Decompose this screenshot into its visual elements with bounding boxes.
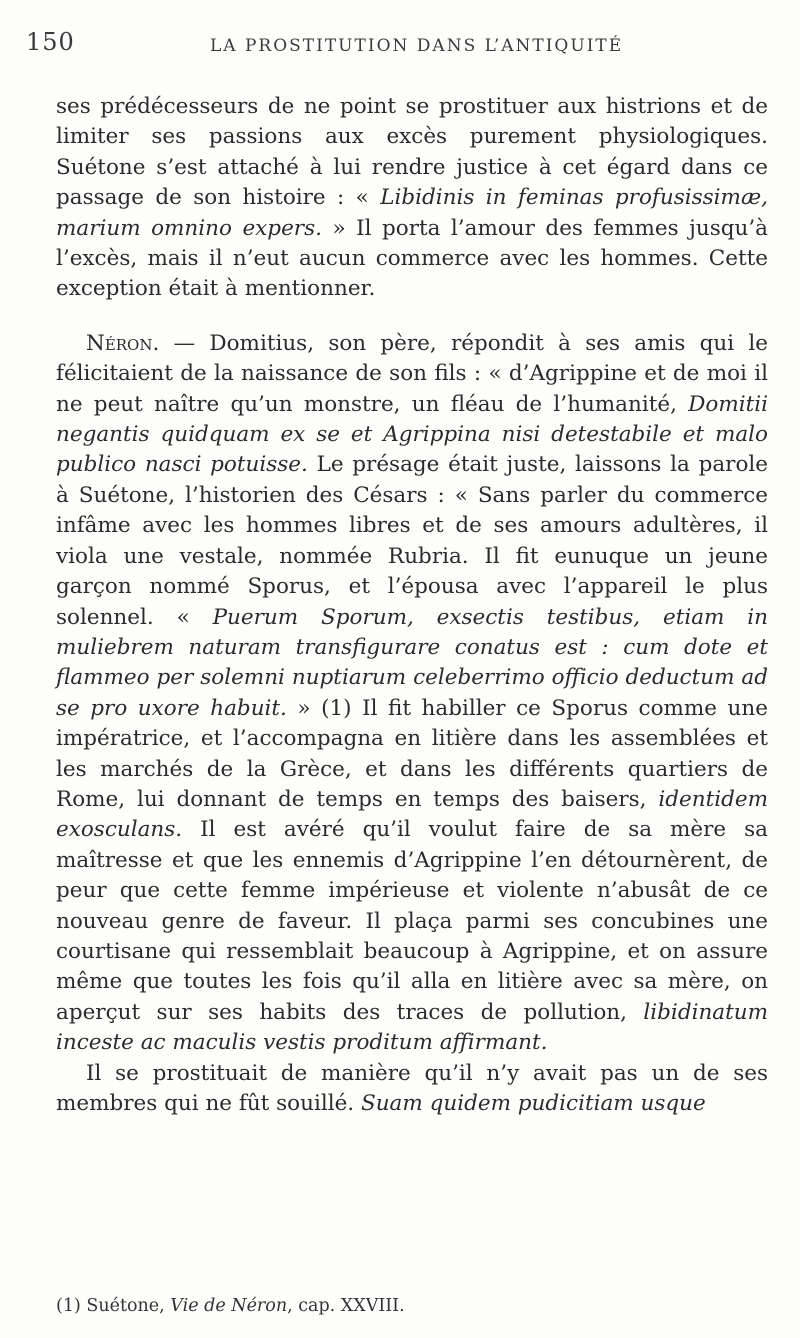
footnote-prefix: (1) Suétone, (56, 1296, 171, 1316)
section-lead: Néron. (86, 330, 160, 356)
paragraph-1 (56, 92, 768, 305)
text-run: Il se prostituait de manière qu’il n’y avait pas un de ses membres qui ne fût souillé. (56, 1060, 768, 1116)
footnote-suffix: , cap. XXVIII. (287, 1296, 405, 1316)
running-title: LA PROSTITUTION DANS L’ANTIQUITÉ (210, 36, 624, 56)
latin-quote: Libidinis in feminas profusissimæ, marium omnino expers. (56, 185, 768, 241)
text-run: ses prédécesseurs de ne point se prostituer aux histrions et de limiter ses passions aux excès purement physiologiques. Suétone s’est attaché à lui rendre justice à cet égard dans ce passage de son histoire : « (56, 94, 768, 211)
footnote (56, 1296, 768, 1316)
text-run: Il est avéré qu’il voulut faire de sa mère sa maîtresse et que les ennemis d’Agrippine l’en détournèrent, de peur que cette femme impérieuse et violente n’abusât de ce nouveau genre de faveur. Il plaça parmi ses concubines une courtisane qui ressemblait beaucoup à Agrippine, et on assure même que toutes les fois qu’il alla en litière avec sa mère, on aperçut sur ses habits des traces de pollution, (56, 817, 768, 1025)
text-run: Le présage était juste, laissons la parole à Suétone, l’historien des Césars : « Sans parler du commerce infâme avec les hommes libres et de ses amours adultères, il viola une vestale, nommée Rubria. Il fit eunuque un jeune garçon nommé Sporus, et l’épousa avec l’appareil le plus solennel. « (56, 452, 768, 630)
paragraph-3 (56, 1059, 768, 1120)
page-header (20, 28, 760, 68)
latin-quote: Suam quidem pudicitiam usque (360, 1091, 706, 1116)
paragraph-2 (56, 329, 768, 1059)
latin-quote: Domitii negantis quidquam ex se et Agrippina nisi detestabile et malo publico nasci potuisse. (56, 391, 768, 478)
latin-quote: identidem exosculans. (56, 786, 768, 843)
text-run: » Il porta l’amour des femmes jusqu’à l’excès, mais il n’eut aucun commerce avec les hommes. Cette exception était à mentionner. (56, 215, 768, 302)
latin-quote: libidinatum inceste ac maculis vestis proditum affirmant. (56, 999, 768, 1056)
footnote-title: Vie de Néron (170, 1296, 288, 1316)
latin-quote: Puerum Sporum, exsectis testibus, etiam in muliebrem naturam transfigurare conatus est : cum dote et flammeo per solemni nuptiarum celeberrimo officio deductum ad se pro uxore habuit. (56, 604, 768, 721)
text-run: » (1) Il fit habiller ce Sporus comme une impératrice, et l’accompagna en litière dans les assemblées et les marchés de la Grèce, et dans les différents quartiers de Rome, lui donnant de temps en temps des baisers, (56, 695, 768, 812)
page-number: 150 (26, 28, 75, 56)
text-run: — Domitius, son père, répondit à ses amis qui le félicitaient de la naissance de son fils : « d’Agrippine et de moi il ne peut naître qu’un monstre, un fléau de l’humanité, (56, 330, 768, 417)
body-text (56, 92, 768, 1119)
